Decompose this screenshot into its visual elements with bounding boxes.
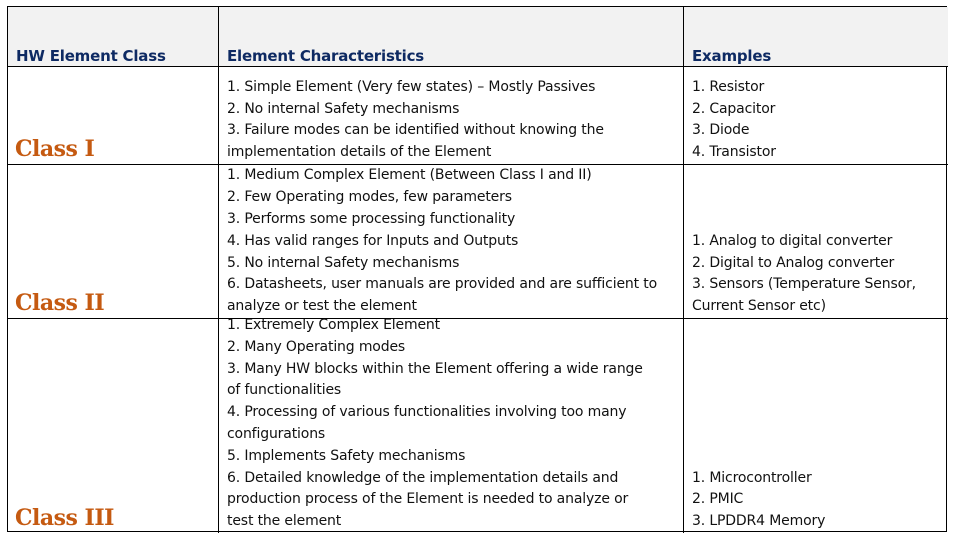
examples-cell[interactable] [684, 67, 948, 165]
example-line: 2. Digital to Analog converter [692, 254, 895, 271]
characteristic-line: 6. Detailed knowledge of the implementation details and [227, 469, 619, 486]
example-line: 3. LPDDR4 Memory [692, 513, 826, 530]
header-hw-element-class[interactable] [8, 7, 219, 67]
characteristics-cell[interactable] [219, 165, 684, 319]
class-label: Class III [15, 505, 114, 531]
example-line: 2. Capacitor [692, 100, 776, 117]
class-label: Class II [15, 290, 105, 316]
header-examples[interactable] [684, 7, 948, 67]
examples-cell[interactable] [684, 165, 948, 319]
characteristic-line: 3. Many HW blocks within the Element offering a wide range [227, 360, 643, 377]
characteristic-line: implementation details of the Element [227, 144, 492, 161]
header-label: Examples [692, 47, 772, 65]
characteristic-line: 1. Simple Element (Very few states) – Mostly Passives [227, 78, 596, 95]
characteristic-line: 4. Has valid ranges for Inputs and Outputs [227, 232, 519, 249]
example-line: 1. Microcontroller [692, 469, 812, 486]
characteristic-line: 6. Datasheets, user manuals are provided and are sufficient to [227, 276, 658, 293]
class-cell[interactable] [8, 165, 219, 319]
characteristic-line: 2. Few Operating modes, few parameters [227, 189, 512, 206]
characteristic-line: production process of the Element is needed to analyze or [227, 491, 629, 508]
example-line: 2. PMIC [692, 491, 744, 508]
characteristic-line: test the element [227, 513, 342, 530]
class-label: Class I [15, 136, 95, 162]
characteristic-line: configurations [227, 426, 326, 443]
characteristics-cell[interactable] [219, 319, 684, 533]
characteristic-line: analyze or test the element [227, 298, 417, 315]
characteristic-line: 3. Failure modes can be identified without knowing the [227, 122, 604, 139]
characteristic-line: 3. Performs some processing functionality [227, 211, 516, 228]
characteristic-line: of functionalities [227, 382, 342, 399]
characteristics-cell[interactable] [219, 67, 684, 165]
header-label: Element Characteristics [227, 47, 424, 65]
characteristic-line: 5. Implements Safety mechanisms [227, 447, 466, 464]
header-element-characteristics[interactable] [219, 7, 684, 67]
example-line: 3. Diode [692, 122, 750, 139]
characteristic-line: 1. Extremely Complex Element [227, 319, 440, 334]
example-line: 4. Transistor [692, 144, 776, 161]
characteristic-line: 1. Medium Complex Element (Between Class I and II) [227, 167, 592, 184]
example-line: 1. Analog to digital converter [692, 232, 893, 249]
class-cell[interactable] [8, 319, 219, 533]
characteristic-line: 4. Processing of various functionalities involving too many [227, 404, 627, 421]
class-cell[interactable] [8, 67, 219, 165]
characteristic-line: 2. Many Operating modes [227, 338, 406, 355]
characteristic-line: 2. No internal Safety mechanisms [227, 100, 460, 117]
example-line: 1. Resistor [692, 78, 765, 95]
characteristic-line: 5. No internal Safety mechanisms [227, 254, 460, 271]
example-line: 3. Sensors (Temperature Sensor, [692, 276, 916, 293]
examples-cell[interactable] [684, 319, 948, 533]
hw-element-class-table [7, 6, 947, 532]
example-line: Current Sensor etc) [692, 298, 826, 315]
header-label: HW Element Class [16, 47, 166, 65]
